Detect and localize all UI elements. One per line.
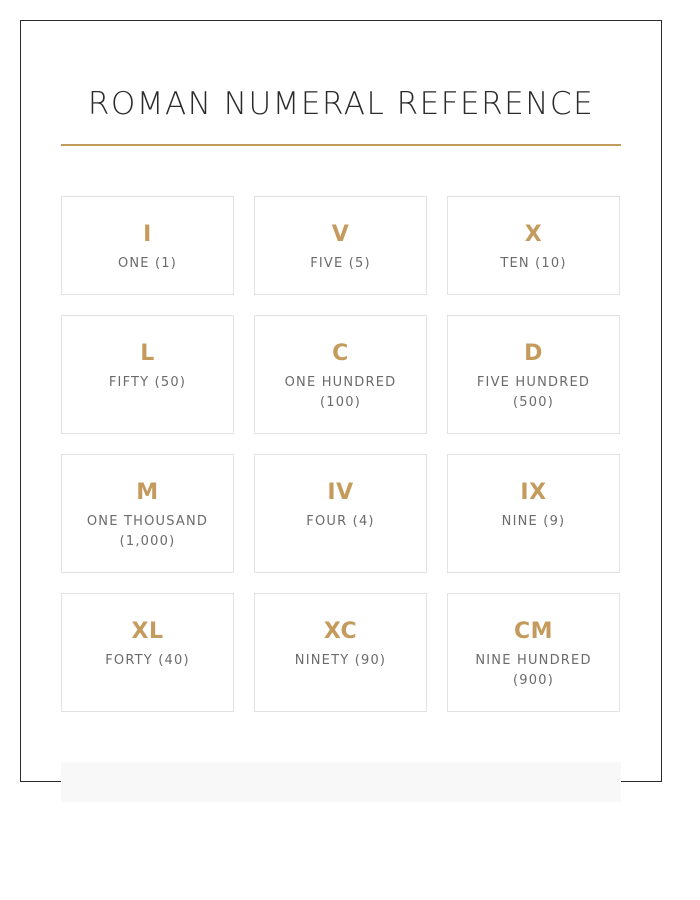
numeral-symbol: I [143,222,152,247]
numeral-symbol: XL [131,619,164,644]
numeral-cell-i [61,196,234,295]
numeral-meaning: ONE THOUSAND (1,000) [86,514,209,549]
numeral-cell-m [61,454,234,573]
numeral-symbol: M [136,480,159,505]
numeral-cell-xl [61,593,234,712]
footer-bar [61,762,621,802]
numeral-meaning: FIVE (5) [310,256,371,271]
numeral-meaning: FORTY (40) [105,653,190,668]
numeral-symbol: C [332,341,349,366]
numeral-symbol: XC [323,619,358,644]
numeral-symbol: CM [513,619,554,644]
numeral-cell-cm [447,593,620,712]
numeral-cell-l [61,315,234,434]
numeral-meaning: FIVE HUNDRED (500) [476,375,591,410]
numeral-cell-xc [254,593,427,712]
numeral-cell-c [254,315,427,434]
title-divider [61,144,621,146]
numeral-meaning: NINE (9) [501,514,566,529]
numeral-symbol: V [331,222,350,247]
numeral-grid [61,196,621,712]
numeral-meaning: ONE HUNDRED (100) [284,375,397,410]
numeral-symbol: X [524,222,543,247]
numeral-cell-x [447,196,620,295]
numeral-cell-iv [254,454,427,573]
numeral-symbol: IV [327,480,354,505]
numeral-symbol: L [140,341,155,366]
numeral-meaning: FIFTY (50) [108,375,187,390]
numeral-symbol: IX [520,480,547,505]
page-title: ROMAN NUMERAL REFERENCE [87,86,595,122]
numeral-meaning: FOUR (4) [306,514,375,529]
numeral-cell-v [254,196,427,295]
numeral-meaning: NINE HUNDRED (900) [475,653,592,688]
numeral-meaning: TEN (10) [500,256,567,271]
numeral-symbol: D [524,341,543,366]
numeral-cell-ix [447,454,620,573]
numeral-meaning: NINETY (90) [294,653,387,668]
numeral-meaning: ONE (1) [117,256,178,271]
numeral-cell-d [447,315,620,434]
